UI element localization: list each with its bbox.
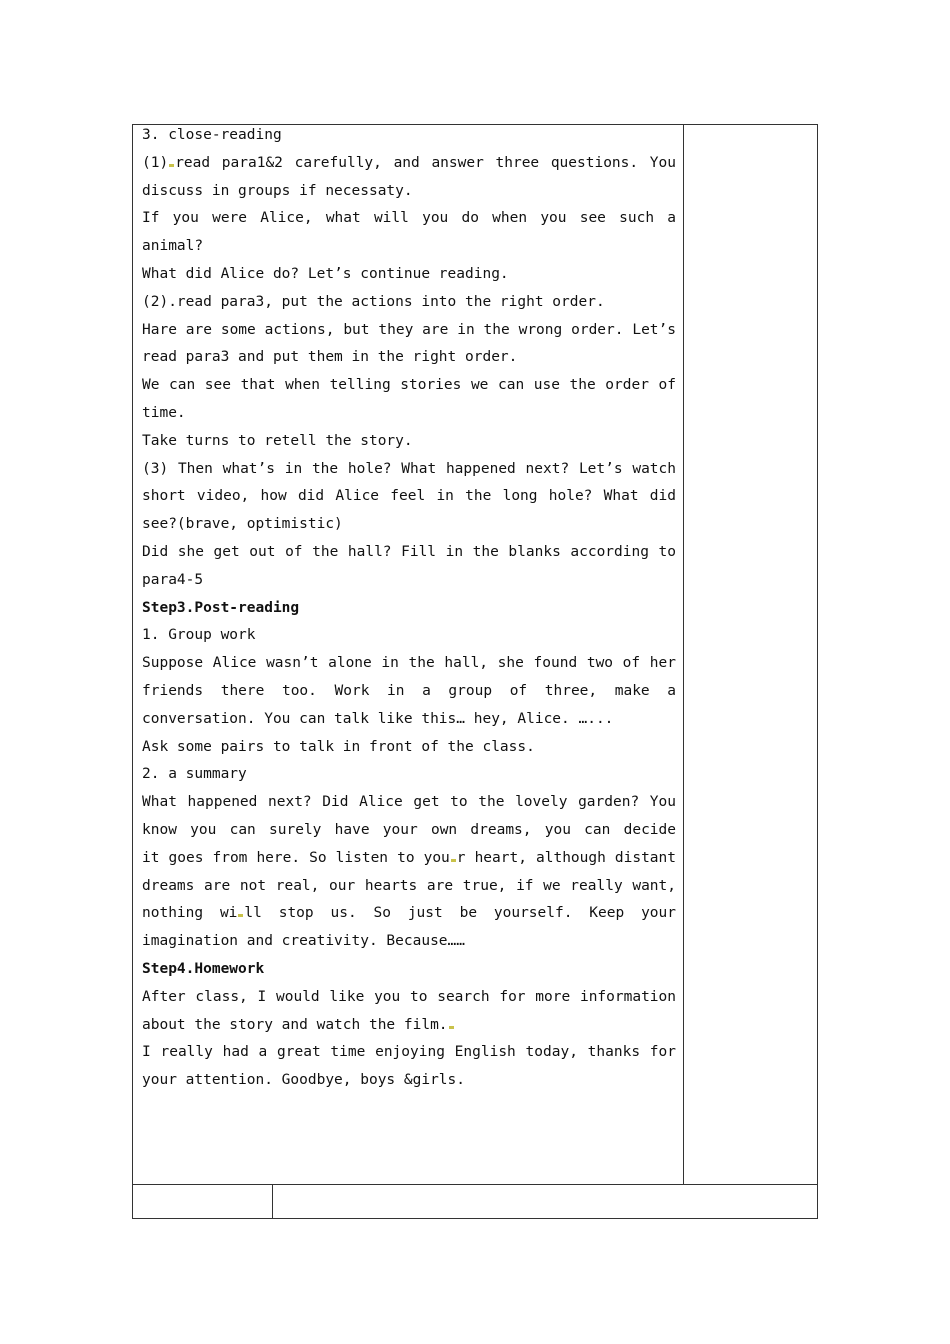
text-line: We can see that when telling stories we can use the order of — [142, 377, 676, 394]
text-line: discuss in groups if necessaty. — [142, 182, 413, 199]
text-line: your attention. Goodbye, boys &girls. — [142, 1072, 466, 1089]
text-line: (1) read para1&2 carefully, and answer three questions. You — [142, 154, 676, 171]
table-row-divider — [132, 1184, 818, 1185]
text-line: animal? — [142, 238, 204, 255]
text-line: short video, how did Alice feel in the long hole? What did — [142, 488, 676, 505]
text-line: 1. Group work — [142, 627, 256, 644]
text-line: I really had a great time enjoying English today, thanks for — [142, 1044, 676, 1061]
text-line: What happened next? Did Alice get to the lovely garden? You — [142, 794, 676, 811]
text-line: After class, I would like you to search for more information — [142, 988, 676, 1005]
text-line: friends there too. Work in a group of three, make a — [142, 682, 676, 699]
text-line: know you can surely have your own dreams, you can decide — [142, 821, 676, 838]
section-heading: Step3.Post-reading — [142, 599, 300, 616]
text-line: 3. close-reading — [142, 127, 282, 143]
table-footer-divider — [272, 1184, 273, 1219]
highlight-mark — [451, 859, 456, 862]
text-line: (3) Then what’s in the hole? What happened next? Let’s watch — [142, 460, 676, 477]
text-line: see?(brave, optimistic) — [142, 516, 343, 533]
text-line: about the story and watch the film. — [142, 1012, 676, 1040]
text-line: nothing wi ll stop us. So just be yourself. Keep your — [142, 905, 676, 922]
text-line: (2).read para3, put the actions into the right order. — [142, 293, 605, 310]
text-line: What did Alice do? Let’s continue reading. — [142, 265, 509, 282]
text-line: it goes from here. So listen to you r heart, although distant — [142, 849, 676, 866]
lesson-content — [142, 122, 676, 1095]
text-line: read para3 and put them in the right order. — [142, 349, 518, 366]
text-line: Ask some pairs to talk in front of the class. — [142, 738, 535, 755]
text-line: para4-5 — [142, 571, 204, 588]
highlight-mark — [238, 914, 243, 917]
text-line: imagination and creativity. Because…… — [142, 933, 466, 950]
text-line: Hare are some actions, but they are in the wrong order. Let’s — [142, 321, 676, 338]
section-heading: Step4.Homework — [142, 960, 265, 977]
text-line: Take turns to retell the story. — [142, 432, 413, 449]
table-column-divider — [683, 124, 684, 1185]
table-right-border — [817, 124, 818, 1219]
table-left-border — [132, 124, 133, 1219]
text-line: Did she get out of the hall? Fill in the blanks according to — [142, 543, 676, 560]
table-bottom-border — [132, 1218, 818, 1219]
text-line: Suppose Alice wasn’t alone in the hall, she found two of her — [142, 655, 676, 672]
highlight-mark — [169, 164, 174, 167]
highlight-mark — [449, 1026, 454, 1029]
text-line: dreams are not real, our hearts are true, if we really want, — [142, 877, 676, 894]
text-line: conversation. You can talk like this… hey, Alice. …... — [142, 710, 614, 727]
text-line: If you were Alice, what will you do when you see such a — [142, 210, 676, 227]
text-line: time. — [142, 404, 186, 421]
text-line: 2. a summary — [142, 766, 247, 783]
